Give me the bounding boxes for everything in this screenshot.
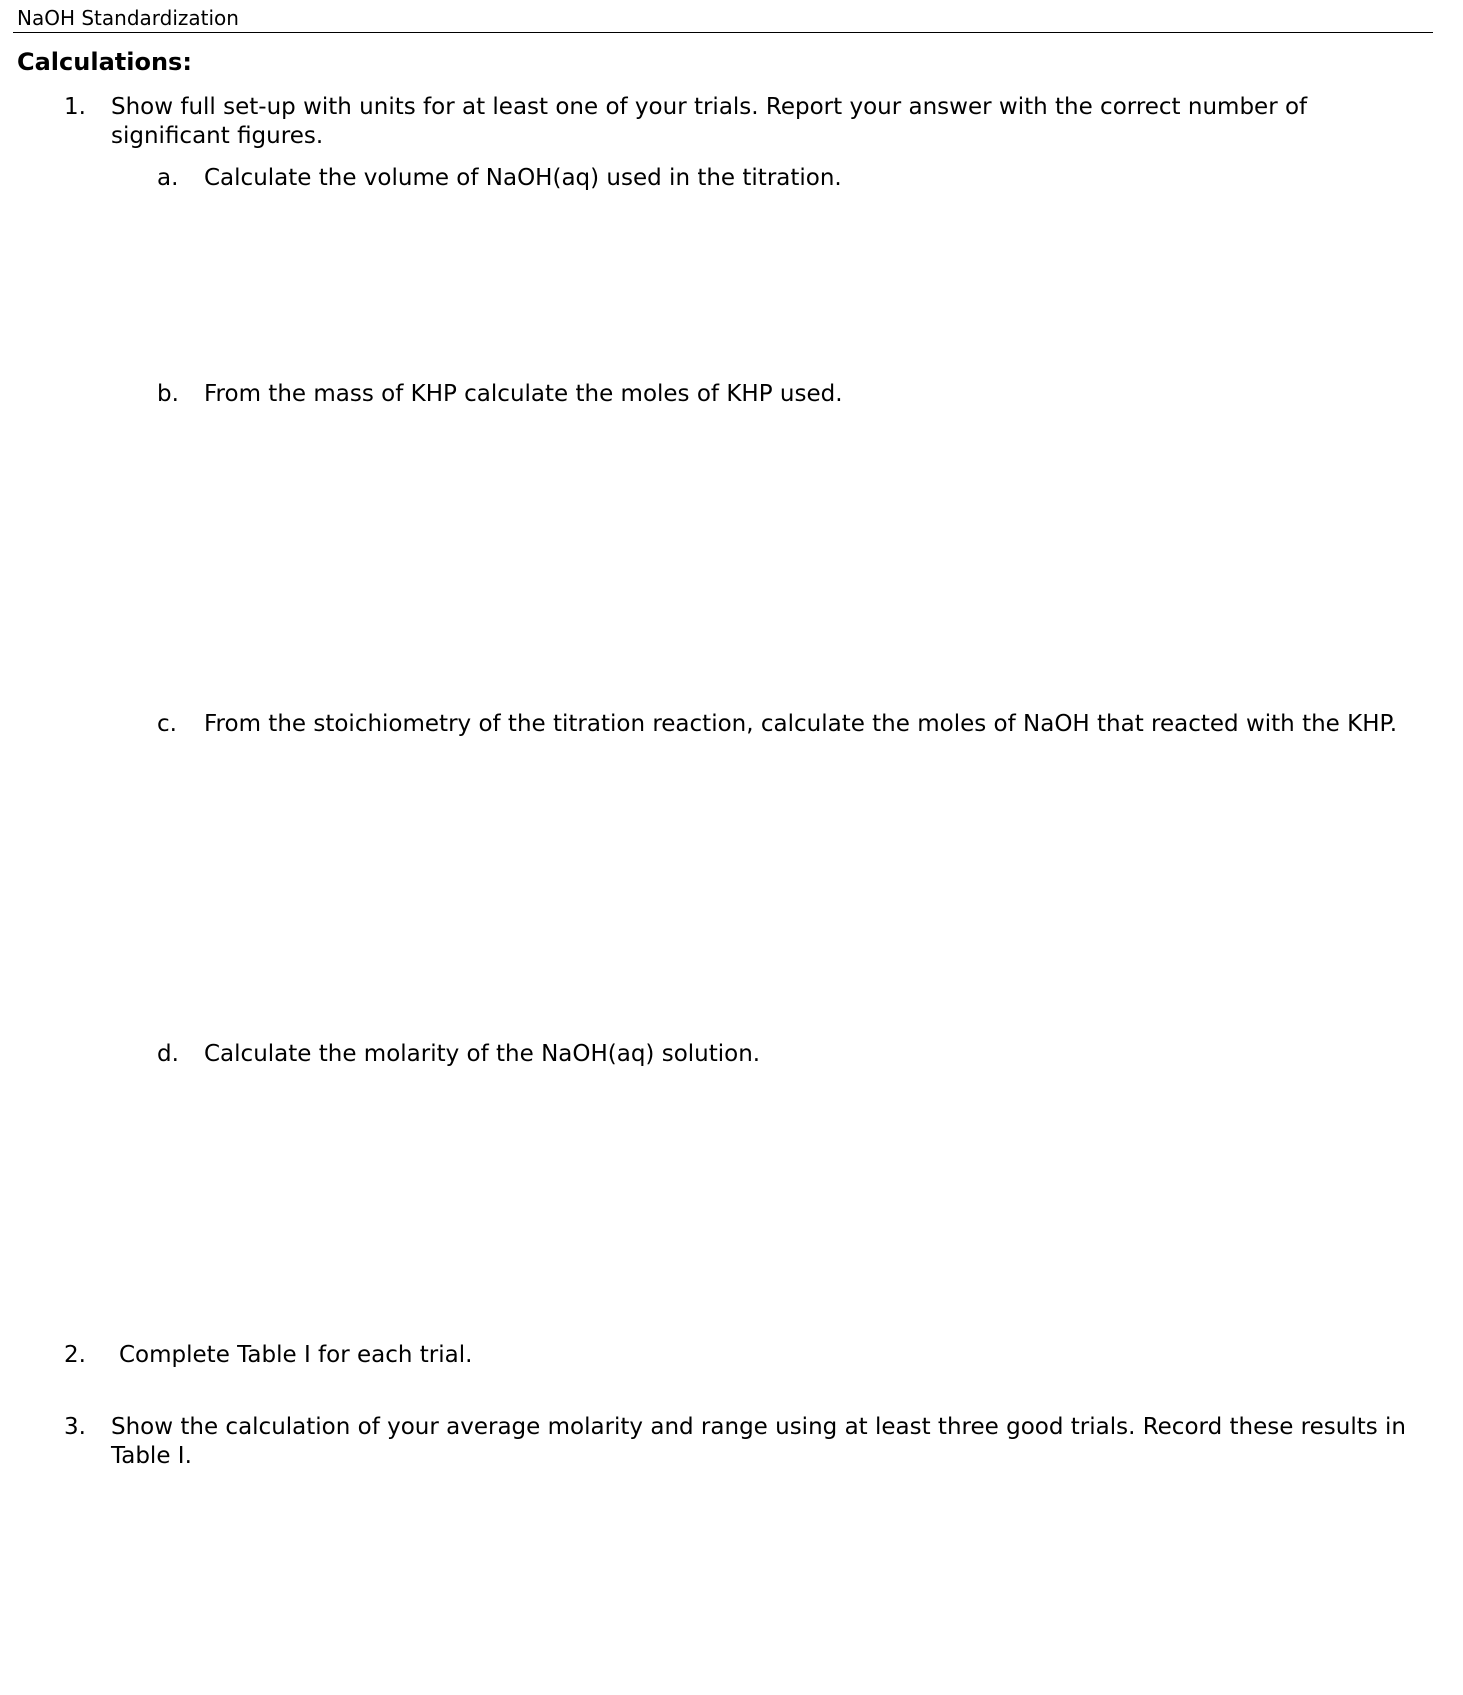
question-1b-letter: b. xyxy=(157,381,179,407)
question-1a-letter: a. xyxy=(157,165,179,191)
question-1c-text: From the stoichiometry of the titration reaction, calculate the moles of NaOH that reacted with the KHP. xyxy=(204,711,1398,737)
question-2-text: Complete Table I for each trial. xyxy=(119,1342,473,1368)
question-3-text: Show the calculation of your average molarity and range using at least three good trials. Record these results in Table I. xyxy=(111,1414,1406,1469)
question-1c xyxy=(157,710,1437,770)
page-header xyxy=(13,3,1433,33)
question-1c-letter: c. xyxy=(157,711,177,737)
header-title: NaOH Standardization xyxy=(17,6,239,30)
question-1-number: 1. xyxy=(64,94,86,120)
question-3 xyxy=(64,1413,1434,1473)
question-1b-text: From the mass of KHP calculate the moles of KHP used. xyxy=(204,381,843,407)
question-1b xyxy=(157,380,1437,410)
question-2-number: 2. xyxy=(64,1342,86,1368)
section-title: Calculations: xyxy=(17,48,192,76)
question-1d-text: Calculate the molarity of the NaOH(aq) solution. xyxy=(204,1041,761,1067)
question-3-number: 3. xyxy=(64,1414,86,1440)
question-1a xyxy=(157,164,1437,194)
question-1a-text: Calculate the volume of NaOH(aq) used in the titration. xyxy=(204,165,842,191)
question-2 xyxy=(64,1341,1434,1371)
question-1-text: Show full set-up with units for at least one of your trials. Report your answer with the correct number of significant figures. xyxy=(111,94,1308,149)
question-1d xyxy=(157,1040,1437,1070)
question-1d-letter: d. xyxy=(157,1041,179,1067)
question-1 xyxy=(64,93,1434,153)
